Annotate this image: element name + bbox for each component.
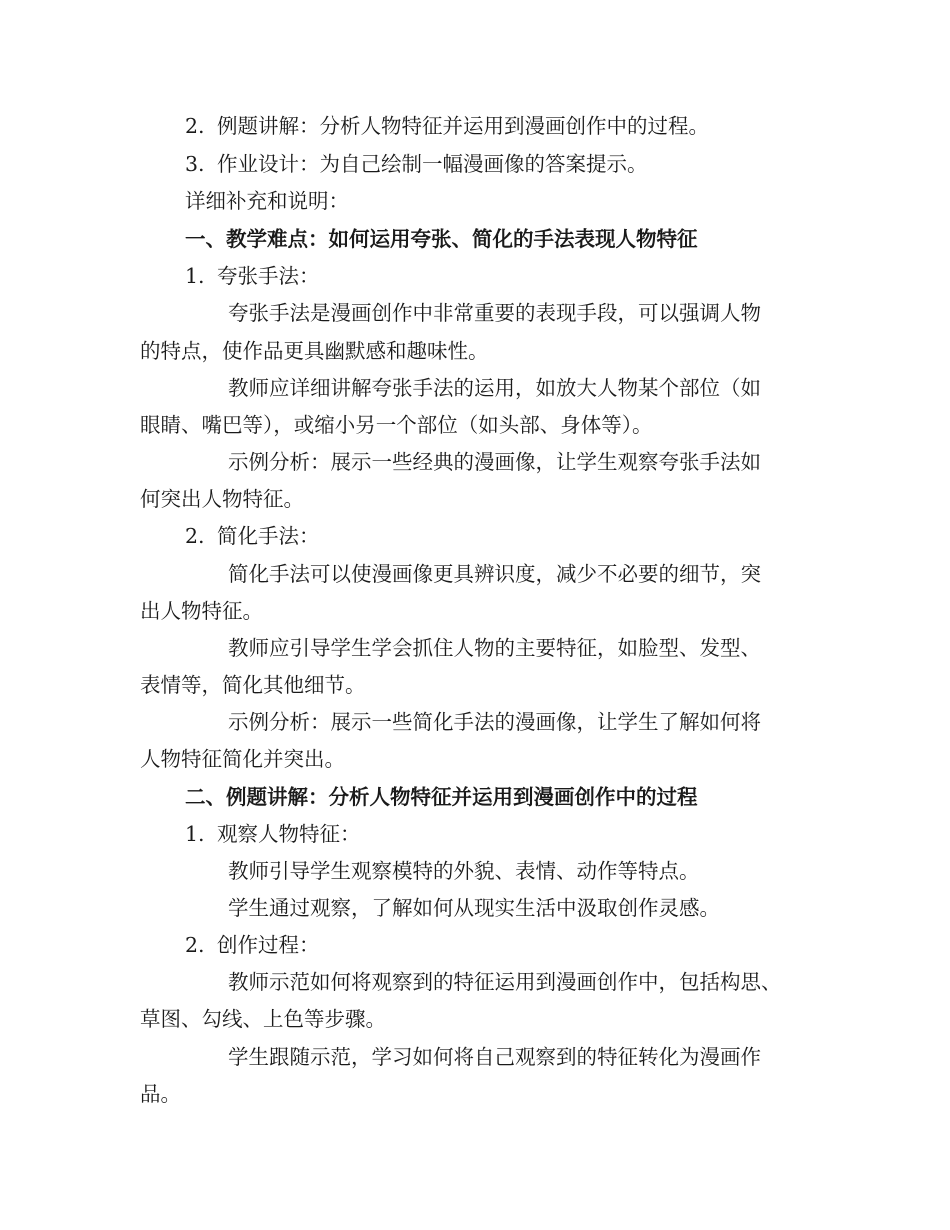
paragraph-line: 何突出人物特征。 — [140, 487, 304, 511]
paragraph-line: 学生跟随示范，学习如何将自己观察到的特征转化为漫画作 — [228, 1045, 761, 1069]
paragraph-line: 的特点，使作品更具幽默感和趣味性。 — [140, 339, 489, 363]
list-number: 2. — [185, 524, 205, 548]
paragraph-line: 草图、勾线、上色等步骤。 — [140, 1007, 386, 1031]
list-number: 3. — [185, 152, 205, 176]
paragraph-line: 学生通过观察，了解如何从现实生活中汲取创作灵感。 — [228, 896, 720, 920]
subheading-text: 观察人物特征： — [217, 822, 361, 846]
section-heading-2: 二、例题讲解：分析人物特征并运用到漫画创作中的过程 — [185, 785, 698, 809]
list-number: 1. — [185, 264, 205, 288]
subheading-text: 夸张手法： — [217, 264, 320, 288]
paragraph-line: 简化手法可以使漫画像更具辨识度，减少不必要的细节，突 — [228, 562, 761, 586]
list-number: 2. — [185, 933, 205, 957]
subheading-simplification — [185, 522, 320, 550]
subheading-text: 简化手法： — [217, 524, 320, 548]
subheading-text: 创作过程： — [217, 933, 320, 957]
paragraph-line: 教师示范如何将观察到的特征运用到漫画创作中，包括构思、 — [228, 970, 782, 994]
paragraph-line: 夸张手法是漫画创作中非常重要的表现手段，可以强调人物 — [228, 301, 761, 325]
subheading-observe — [185, 820, 361, 848]
list-number: 1. — [185, 822, 205, 846]
paragraph-line: 表情等，简化其他细节。 — [140, 673, 366, 697]
list-item-text: 作业设计：为自己绘制一幅漫画像的答案提示。 — [217, 152, 648, 176]
list-item-text: 例题讲解：分析人物特征并运用到漫画创作中的过程。 — [217, 114, 709, 138]
paragraph-line: 教师应详细讲解夸张手法的运用，如放大人物某个部位（如 — [228, 376, 761, 400]
paragraph-line: 人物特征简化并突出。 — [140, 747, 345, 771]
paragraph-line: 品。 — [140, 1082, 181, 1106]
subheading-process — [185, 931, 320, 959]
paragraph-line: 示例分析：展示一些经典的漫画像，让学生观察夸张手法如 — [228, 450, 761, 474]
paragraph-line: 教师引导学生观察模特的外貌、表情、动作等特点。 — [228, 859, 700, 883]
paragraph-line: 出人物特征。 — [140, 599, 263, 623]
section-heading-1: 一、教学难点：如何运用夸张、简化的手法表现人物特征 — [185, 227, 698, 251]
paragraph-line: 示例分析：展示一些简化手法的漫画像，让学生了解如何将 — [228, 710, 761, 734]
list-number: 2. — [185, 114, 205, 138]
subheading-exaggeration — [185, 262, 320, 290]
supplement-label: 详细补充和说明： — [185, 189, 349, 213]
paragraph-line: 教师应引导学生学会抓住人物的主要特征，如脸型、发型、 — [228, 636, 761, 660]
list-item-3 — [185, 150, 648, 178]
list-item-2 — [185, 112, 709, 140]
paragraph-line: 眼睛、嘴巴等），或缩小另一个部位（如头部、身体等）。 — [140, 413, 653, 437]
